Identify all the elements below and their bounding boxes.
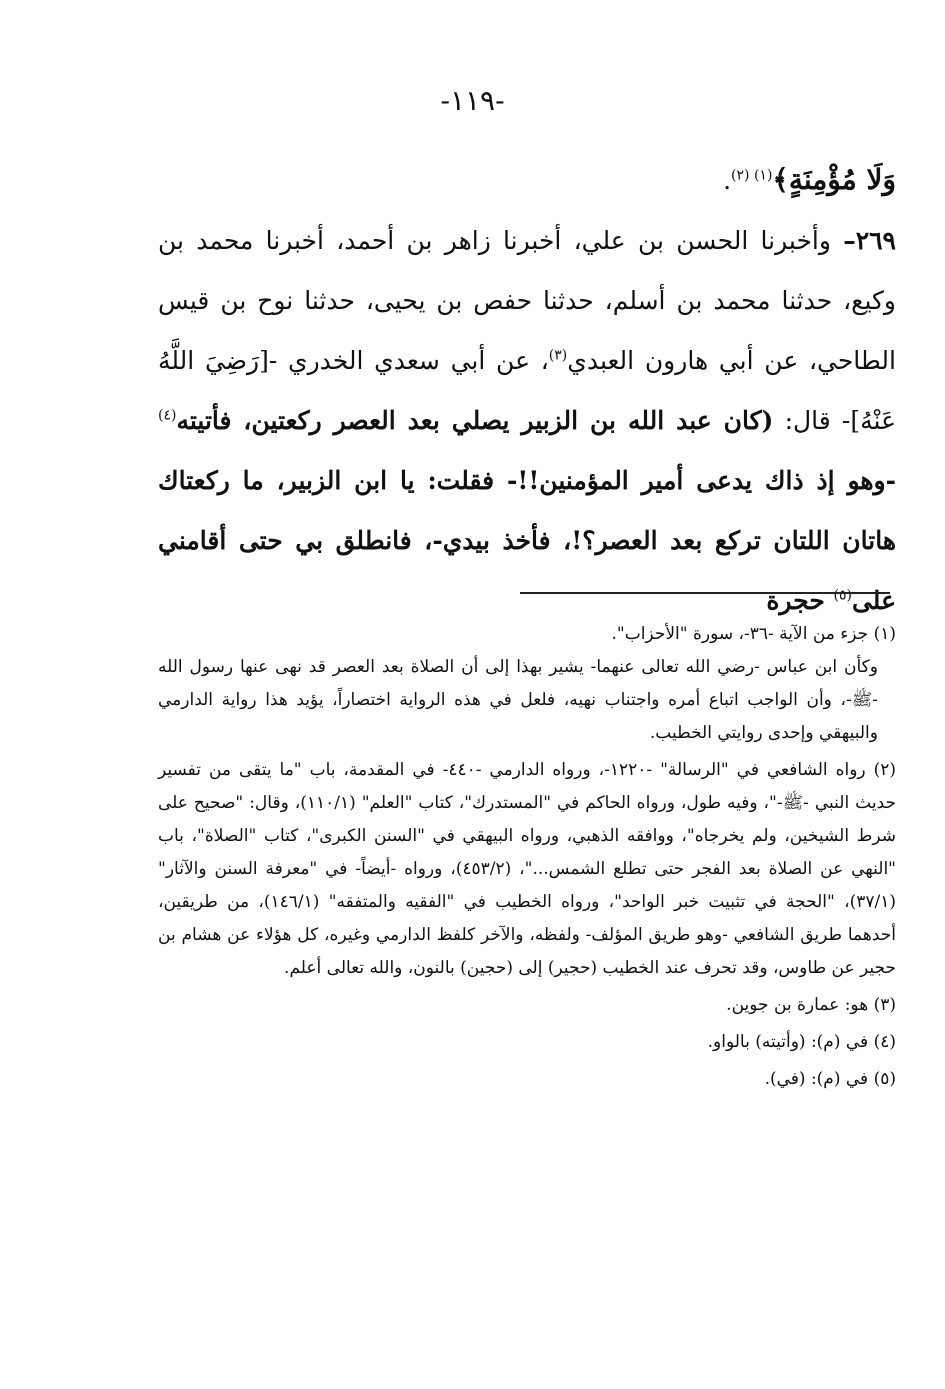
footnote-1	[158, 618, 896, 750]
hadith-number: ٢٦٩–	[843, 226, 896, 255]
quran-ending-line: وَلَا مُؤْمِنَةٍ﴾$^{(١) (٢)}$.	[723, 163, 896, 196]
hadith-text-part1: (كان عبد الله بن الزبير يصلي بعد العصر ركعتين، فأتيته	[176, 406, 774, 435]
page-number: -١١٩-	[440, 84, 505, 117]
footnote-4	[158, 1026, 896, 1059]
footnote-continuation: وكأن ابن عباس -رضي الله تعالى عنهما- يشير بهذا إلى أن الصلاة بعد العصر قد نهى عنها رسول الله -ﷺ-، وأن الواجب اتباع أمره واجتناب نهيه، فلعل في هذه الرواية اختصاراً، يؤيد هذا رواية الدارمي والبيهقي وإحدى روايتي الخطيب.	[158, 657, 878, 743]
footnote-text: هو: عمارة بن جوين.	[726, 995, 869, 1015]
hadith-text-part3: حجرة	[766, 586, 834, 615]
hadith-paragraph	[158, 211, 896, 631]
footnote-ref-4: (٤)	[158, 407, 177, 424]
hadith-text-part2: -وهو إذ ذاك يدعى أمير المؤمنين!!- فقلت: يا ابن الزبير، ما ركعتاك هاتان اللتان تركع بعد العصر؟!، فأخذ بيدي-، فانطلق بي حتى أقامني على	[158, 466, 896, 615]
footnote-number: (٥)	[873, 1069, 896, 1089]
footnote-number: (١)	[873, 624, 896, 644]
footnote-text: في (م): (في).	[764, 1069, 869, 1089]
footnote-5	[158, 1063, 896, 1096]
footnote-number: (٢)	[873, 760, 897, 780]
footnote-2	[158, 754, 896, 985]
hadith-chain-part2: ، عن أبي سعدي الخدري -[رَضِيَ اللَّهُ عَنْهُ]- قال:	[158, 346, 896, 435]
footnote-number: (٤)	[873, 1032, 896, 1052]
footnote-ref-3: (٣)	[548, 347, 568, 364]
footnote-ref-1-2: (١) (٢)	[731, 167, 773, 184]
footnote-separator	[520, 592, 890, 594]
footnote-text: في (م): (وأتيته) بالواو.	[707, 1032, 869, 1052]
quran-verse-end: وَلَا مُؤْمِنَةٍ﴾	[772, 163, 896, 196]
footnote-text: رواه الشافعي في "الرسالة" -١٢٢٠-، ورواه الدارمي -٤٤٠- في المقدمة، باب "ما يتقى من تفسير حديث النبي -ﷺ-"، وفيه طول، ورواه الحاكم في "المستدرك"، كتاب "العلم" (١١٠/١)، وقال: "صحيح على شرط الشيخين، ولم يخرجاه"، ووافقه الذهبي، ورواه البيهقي في "السنن الكبرى"، كتاب "الصلاة"، باب "النهي عن الصلاة بعد الفجر حتى تطلع الشمس..."، (٤٥٣/٢)، ورواه -أيضاً- في "معرفة السنن والآثار" (٣٧/١)، "الحجة في تثبيت خبر الواحد"، ورواه الخطيب في "الفقيه والمتفقه" (١٤٦/١)، من طريقين، أحدهما طريق الشافعي -وهو طريق المؤلف- ولفظه، والآخر كلفظ الدارمي وغيره، كل هؤلاء عن هشام بن حجير عن طاوس، وقد تحرف عند الخطيب (حجير) إلى (حجين) بالنون، والله تعالى أعلم.	[158, 760, 896, 978]
footnote-number: (٣)	[873, 995, 896, 1015]
footnote-3	[158, 989, 896, 1022]
footnote-text: جزء من الآية -٣٦-، سورة "الأحزاب".	[611, 624, 869, 644]
footnotes-section	[158, 618, 896, 1100]
main-text	[158, 150, 896, 631]
hadith-chain-part1: وأخبرنا الحسن بن علي، أخبرنا زاهر بن أحمد، أخبرنا محمد بن وكيع، حدثنا محمد بن أسلم، حدثنا حفص بن يحيى، حدثنا نوح بن قيس الطاحي، عن أبي هارون العبدي	[158, 226, 896, 375]
footnote-ref-5: (٥)	[833, 587, 852, 604]
